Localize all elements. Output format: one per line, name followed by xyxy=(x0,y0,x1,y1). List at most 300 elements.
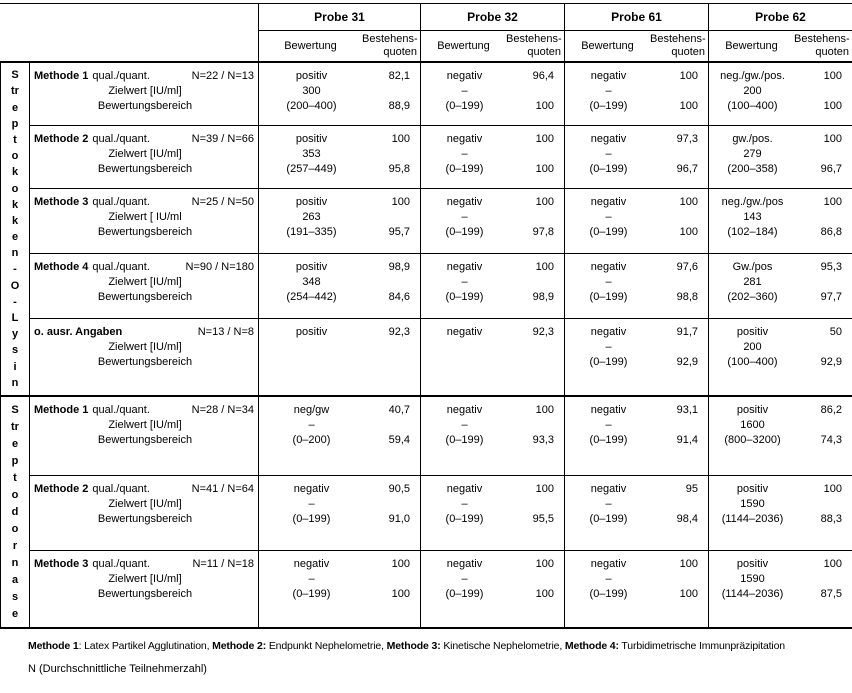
bewertung-value: 353 xyxy=(302,148,321,160)
row-label-bewertungsbereich: Bewertungsbereich xyxy=(97,163,193,175)
bewertung-column xyxy=(709,403,796,475)
probe-data-cell xyxy=(708,126,852,188)
quote-value-spacer xyxy=(508,572,554,587)
bewertung-value xyxy=(421,340,508,355)
quote-value: 92,3 xyxy=(388,326,410,338)
bestehensquoten-column xyxy=(364,69,420,125)
row-label-bewertungsbereich: Bewertungsbereich xyxy=(97,356,193,368)
quote-value-spacer xyxy=(508,147,554,162)
bewertung-value: negativ xyxy=(590,483,627,495)
subheader-bestehensquoten-line2: quoten xyxy=(671,46,705,58)
vertical-label-letter: o xyxy=(11,182,19,195)
probe-data-cell xyxy=(420,551,564,627)
quote-value: 98,8 xyxy=(676,291,698,303)
bewertung-column xyxy=(259,260,364,318)
quote-value-spacer xyxy=(364,572,410,587)
method-name: Methode 2 xyxy=(34,483,89,495)
bewertung-column xyxy=(259,195,364,253)
probe-data-cell xyxy=(420,254,564,318)
bewertung-column xyxy=(259,482,364,550)
quote-value: 84,6 xyxy=(388,291,410,303)
row-label-cell xyxy=(30,397,258,475)
subheader-bestehensquoten-line1: Bestehens- xyxy=(650,33,706,45)
quote-value: 100 xyxy=(535,133,554,145)
probe-data-cell xyxy=(564,189,708,253)
bewertung-column xyxy=(565,69,652,125)
quote-value: 96,7 xyxy=(676,163,698,175)
bewertung-value: (0–199) xyxy=(589,434,628,446)
bewertung-value: gw./pos. xyxy=(732,133,773,145)
bewertung-column xyxy=(565,557,652,627)
subheader-bewertung: Bewertung xyxy=(284,40,337,52)
subheader-bestehensquoten xyxy=(362,31,420,61)
vertical-label-letter: i xyxy=(13,360,17,373)
bewertung-column xyxy=(259,403,364,475)
row-label-zielwert: Zielwert [IU/ml] xyxy=(108,276,182,288)
bewertung-value: (0–199) xyxy=(589,291,628,303)
bewertung-value: – xyxy=(605,341,612,353)
quote-value: 86,8 xyxy=(820,226,842,238)
bestehensquoten-column xyxy=(796,325,852,395)
quote-value: 100 xyxy=(823,133,842,145)
quote-value-spacer xyxy=(364,340,410,355)
row-label-bewertungsbereich: Bewertungsbereich xyxy=(97,226,193,238)
quote-value-spacer xyxy=(508,497,554,512)
quote-value-spacer xyxy=(508,275,554,290)
bewertung-column xyxy=(421,403,508,475)
bewertung-value: 200 xyxy=(743,341,762,353)
bewertung-value: 1590 xyxy=(740,573,765,585)
quote-value: 100 xyxy=(679,226,698,238)
bewertung-value: (0–199) xyxy=(589,513,628,525)
quote-value: 100 xyxy=(391,196,410,208)
bewertung-value: – xyxy=(461,498,468,510)
bewertung-column xyxy=(565,132,652,188)
bewertung-value: 263 xyxy=(302,211,321,223)
vertical-label-letter: n xyxy=(11,247,19,260)
row-label-line1 xyxy=(34,403,256,418)
probe-data-cell xyxy=(258,476,420,550)
participant-count: N=39 / N=66 xyxy=(191,133,254,145)
quote-value: 97,8 xyxy=(532,226,554,238)
bewertung-value: 281 xyxy=(743,276,762,288)
bewertung-value: negativ xyxy=(590,70,627,82)
bewertung-value: (0–199) xyxy=(445,163,484,175)
bewertung-value: (0–199) xyxy=(445,291,484,303)
quote-value-spacer xyxy=(796,497,842,512)
table-header-row xyxy=(0,3,852,63)
probe-data-cell xyxy=(564,126,708,188)
row-label-line1 xyxy=(34,557,256,572)
quote-value: 98,4 xyxy=(676,513,698,525)
row-label-bewertungsbereich: Bewertungsbereich xyxy=(97,588,193,600)
row-label-line1 xyxy=(34,325,256,340)
bewertung-value: positiv xyxy=(295,196,328,208)
quote-value: 95,7 xyxy=(388,226,410,238)
probe-data-cell xyxy=(258,126,420,188)
quote-value: 100 xyxy=(535,261,554,273)
subheader-bestehensquoten-line1: Bestehens- xyxy=(794,33,850,45)
bewertung-value: negativ xyxy=(446,404,483,416)
vertical-label-letter: o xyxy=(11,489,19,501)
table-body xyxy=(0,63,852,629)
quote-value: 100 xyxy=(391,588,410,600)
quote-value: 100 xyxy=(679,588,698,600)
bewertung-value: positiv xyxy=(736,404,769,416)
bewertung-value: positiv xyxy=(295,70,328,82)
bewertung-value: (1144–2036) xyxy=(721,513,784,525)
section-rows xyxy=(30,63,852,395)
bewertung-value: positiv xyxy=(736,558,769,570)
bestehensquoten-column xyxy=(652,403,708,475)
bestehensquoten-column xyxy=(796,69,852,125)
vertical-label-letter: o xyxy=(11,523,19,535)
probe-title: Probe 61 xyxy=(565,4,708,31)
vertical-label-letter: e xyxy=(11,608,19,620)
bewertung-value: positiv xyxy=(736,483,769,495)
quote-value: 87,5 xyxy=(820,588,842,600)
bewertung-value: (0–199) xyxy=(589,588,628,600)
bewertung-value: – xyxy=(605,419,612,431)
bewertung-value: positiv xyxy=(295,133,328,145)
bewertung-value: (257–449) xyxy=(286,163,337,175)
probe-data-cell xyxy=(258,254,420,318)
row-label-zielwert: Zielwert [ IU/ml xyxy=(108,211,182,223)
quote-value: 50 xyxy=(829,326,842,338)
subheader-bestehensquoten-line2: quoten xyxy=(527,46,561,58)
bewertung-value: (0–199) xyxy=(445,100,484,112)
quote-value-spacer xyxy=(652,147,698,162)
subheader-row xyxy=(709,31,852,61)
table-row xyxy=(30,63,852,125)
footnote-method-description: Endpunkt Nephelometrie, xyxy=(266,640,387,652)
bewertung-column xyxy=(259,132,364,188)
subheader-bestehensquoten-line2: quoten xyxy=(383,46,417,58)
probe-data-cell xyxy=(708,551,852,627)
bestehensquoten-column xyxy=(364,260,420,318)
bewertung-value: negativ xyxy=(590,326,627,338)
footnote-method-description: Kinetische Nephelometrie, xyxy=(440,640,565,652)
bestehensquoten-column xyxy=(796,403,852,475)
quote-value: 96,7 xyxy=(820,163,842,175)
footnote-method-name: Methode 3: xyxy=(386,640,441,652)
bewertung-value: (100–400) xyxy=(727,100,778,112)
bewertung-column xyxy=(565,403,652,475)
table-row xyxy=(30,475,852,550)
row-label-cell xyxy=(30,319,258,395)
participant-count: N=22 / N=13 xyxy=(191,70,254,82)
probe-data-cell xyxy=(564,476,708,550)
quote-value: 92,9 xyxy=(676,356,698,368)
footnote-n-note: N (Durchschnittliche Teilnehmerzahl) xyxy=(28,663,207,675)
vertical-label-letter: n xyxy=(11,376,19,389)
bewertung-value: (254–442) xyxy=(286,291,337,303)
quote-value: 100 xyxy=(535,100,554,112)
quote-value-spacer xyxy=(508,84,554,99)
bewertung-value: negativ xyxy=(446,70,483,82)
table-row xyxy=(30,188,852,253)
subheader-bestehensquoten-line1: Bestehens- xyxy=(362,33,418,45)
probe-data-cell xyxy=(258,319,420,395)
quote-value xyxy=(508,355,554,370)
vertical-label-letter: t xyxy=(13,472,17,484)
method-name: Methode 4 xyxy=(34,261,89,273)
probe-data-cell xyxy=(708,63,852,125)
vertical-section-label xyxy=(0,397,30,627)
quote-value-spacer xyxy=(652,497,698,512)
probe-data-cell xyxy=(420,63,564,125)
bewertung-value: neg./gw./pos xyxy=(721,196,784,208)
bestehensquoten-column xyxy=(796,482,852,550)
row-label-line1 xyxy=(34,195,256,210)
quote-value-spacer xyxy=(652,340,698,355)
participant-count: N=11 / N=18 xyxy=(192,558,254,570)
bewertung-value: – xyxy=(308,419,315,431)
probe-data-cell xyxy=(258,189,420,253)
bewertung-value: negativ xyxy=(590,404,627,416)
vertical-label-letter: y xyxy=(11,328,19,341)
bewertung-value: (0–199) xyxy=(589,226,628,238)
bewertung-column xyxy=(709,69,796,125)
bestehensquoten-column xyxy=(796,557,852,627)
probe-data-cell xyxy=(564,319,708,395)
bestehensquoten-column xyxy=(508,482,564,550)
probe-data-cell xyxy=(564,551,708,627)
table-section xyxy=(0,395,852,627)
probe-data-cell xyxy=(420,126,564,188)
subheader-bestehensquoten xyxy=(794,31,852,61)
probe-data-cell xyxy=(708,319,852,395)
row-label-bewertungsbereich: Bewertungsbereich xyxy=(97,100,193,112)
bestehensquoten-column xyxy=(364,132,420,188)
bewertung-value: – xyxy=(461,276,468,288)
probe-data-cell xyxy=(420,476,564,550)
bewertung-value: 1590 xyxy=(740,498,765,510)
bestehensquoten-column xyxy=(652,260,708,318)
method-name: Methode 2 xyxy=(34,133,89,145)
footnote-method-description: : Latex Partikel Agglutination, xyxy=(78,640,213,652)
bewertung-column xyxy=(565,260,652,318)
bewertung-value: (0–199) xyxy=(589,356,628,368)
row-label-line1 xyxy=(34,132,256,147)
quote-value: 74,3 xyxy=(820,434,842,446)
method-qualifier: qual./quant. xyxy=(92,558,150,570)
bestehensquoten-column xyxy=(364,403,420,475)
bewertung-column xyxy=(259,557,364,627)
bewertung-value: negativ xyxy=(590,196,627,208)
quote-value-spacer xyxy=(796,147,842,162)
bewertung-value: negativ xyxy=(446,483,483,495)
bestehensquoten-column xyxy=(652,195,708,253)
bewertung-value: – xyxy=(461,419,468,431)
probe-data-cell xyxy=(420,397,564,475)
footnote-method-legend xyxy=(28,640,816,653)
row-label-line1 xyxy=(34,260,256,275)
bestehensquoten-column xyxy=(508,260,564,318)
bewertung-column xyxy=(421,195,508,253)
probe-title: Probe 32 xyxy=(421,4,564,31)
vertical-label-letter: S xyxy=(11,404,19,416)
method-name: Methode 1 xyxy=(34,70,89,82)
vertical-label-letter: d xyxy=(11,506,19,518)
quote-value-spacer xyxy=(796,84,842,99)
bestehensquoten-column xyxy=(652,69,708,125)
bewertung-value: (0–199) xyxy=(445,588,484,600)
participant-count: N=28 / N=34 xyxy=(191,404,254,416)
row-label-zielwert: Zielwert [IU/ml] xyxy=(108,498,182,510)
quote-value: 95,3 xyxy=(820,261,842,273)
bestehensquoten-column xyxy=(796,195,852,253)
bewertung-value: (200–358) xyxy=(727,163,778,175)
participant-count: N=41 / N=64 xyxy=(191,483,254,495)
quote-value-spacer xyxy=(652,275,698,290)
quote-value-spacer xyxy=(652,572,698,587)
bewertung-column xyxy=(709,325,796,395)
bestehensquoten-column xyxy=(652,482,708,550)
bewertung-value: (200–400) xyxy=(286,100,337,112)
bestehensquoten-column xyxy=(508,69,564,125)
bewertung-value: (0–199) xyxy=(589,100,628,112)
bewertung-value: negativ xyxy=(446,558,483,570)
quote-value: 100 xyxy=(535,163,554,175)
bewertung-value: negativ xyxy=(446,261,483,273)
row-label-cell xyxy=(30,189,258,253)
bewertung-value: (0–200) xyxy=(292,434,331,446)
bewertung-value xyxy=(421,355,508,370)
bewertung-value: – xyxy=(605,498,612,510)
row-label-zielwert: Zielwert [IU/ml] xyxy=(108,148,182,160)
subheader-bestehensquoten xyxy=(506,31,564,61)
footnote-method-name: Methode 1 xyxy=(28,640,79,652)
bestehensquoten-column xyxy=(364,482,420,550)
quote-value-spacer xyxy=(796,340,842,355)
bewertung-column xyxy=(421,69,508,125)
quote-value: 93,3 xyxy=(532,434,554,446)
probe-data-cell xyxy=(420,319,564,395)
method-name: Methode 1 xyxy=(34,404,89,416)
bestehensquoten-column xyxy=(796,260,852,318)
quote-value: 100 xyxy=(679,100,698,112)
quote-value-spacer xyxy=(796,418,842,433)
vertical-label-letter: a xyxy=(11,574,19,586)
subheader-row xyxy=(565,31,708,61)
quote-value: 97,6 xyxy=(676,261,698,273)
bewertung-value xyxy=(259,355,364,370)
participant-count: N=90 / N=180 xyxy=(185,261,254,273)
quote-value: 98,9 xyxy=(532,291,554,303)
bewertung-value: negativ xyxy=(446,196,483,208)
bewertung-value: positiv xyxy=(295,326,328,338)
bewertung-value: – xyxy=(605,148,612,160)
quote-value: 90,5 xyxy=(388,483,410,495)
bewertung-value: – xyxy=(605,573,612,585)
footnote-method-name: Methode 2: xyxy=(212,640,267,652)
bewertung-column xyxy=(709,132,796,188)
subheader-bewertung: Bewertung xyxy=(437,40,490,52)
quote-value: 100 xyxy=(535,483,554,495)
row-label-cell xyxy=(30,551,258,627)
header-probe-group xyxy=(708,4,852,61)
bestehensquoten-column xyxy=(508,325,564,395)
row-label-line1 xyxy=(34,482,256,497)
bewertung-column xyxy=(421,557,508,627)
method-qualifier: qual./quant. xyxy=(92,483,150,495)
probe-data-cell xyxy=(258,397,420,475)
quote-value: 100 xyxy=(679,196,698,208)
quote-value: 100 xyxy=(535,588,554,600)
bewertung-value: negativ xyxy=(446,326,483,338)
quote-value: 100 xyxy=(535,558,554,570)
method-name: o. ausr. Angaben xyxy=(34,326,123,338)
bestehensquoten-column xyxy=(508,132,564,188)
bewertung-value: (0–199) xyxy=(589,163,628,175)
quote-value: 91,7 xyxy=(676,326,698,338)
table-row xyxy=(30,550,852,627)
vertical-label-letter: k xyxy=(11,166,19,179)
bewertung-value: 348 xyxy=(302,276,321,288)
subheader-bestehensquoten-line1: Bestehens- xyxy=(506,33,562,45)
vertical-label-letter: L xyxy=(11,312,19,324)
quote-value-spacer xyxy=(364,418,410,433)
quote-value-spacer xyxy=(364,497,410,512)
bewertung-column xyxy=(259,69,364,125)
quote-value-spacer xyxy=(364,210,410,225)
probe-data-cell xyxy=(708,476,852,550)
method-name: Methode 3 xyxy=(34,196,89,208)
bewertung-value: Gw./pos xyxy=(732,261,773,273)
bewertung-value: (0–199) xyxy=(292,588,331,600)
quote-value: 100 xyxy=(823,196,842,208)
quote-value: 88,9 xyxy=(388,100,410,112)
participant-count: N=13 / N=8 xyxy=(197,326,254,338)
subheader-bewertung: Bewertung xyxy=(725,40,778,52)
quote-value: 97,7 xyxy=(820,291,842,303)
quote-value-spacer xyxy=(508,418,554,433)
quote-value: 95,8 xyxy=(388,163,410,175)
quote-value: 91,4 xyxy=(676,434,698,446)
bestehensquoten-column xyxy=(364,557,420,627)
quote-value-spacer xyxy=(652,418,698,433)
bewertung-value: (202–360) xyxy=(727,291,778,303)
footnotes xyxy=(28,640,816,675)
quote-value: 86,2 xyxy=(820,404,842,416)
quote-value: 96,4 xyxy=(532,70,554,82)
quote-value: 100 xyxy=(679,558,698,570)
probe-title: Probe 62 xyxy=(709,4,852,31)
header-probe-group xyxy=(258,4,420,61)
bewertung-value: negativ xyxy=(446,133,483,145)
vertical-label-letter: e xyxy=(11,101,19,114)
method-name: Methode 3 xyxy=(34,558,89,570)
table-row xyxy=(30,397,852,475)
bewertung-value: (100–400) xyxy=(727,356,778,368)
row-label-bewertungsbereich: Bewertungsbereich xyxy=(97,434,193,446)
vertical-label-letter: e xyxy=(11,438,19,450)
quote-value-spacer xyxy=(796,275,842,290)
bewertung-value: positiv xyxy=(736,326,769,338)
footnote-method-name: Methode 4: xyxy=(564,640,619,652)
bewertung-value: – xyxy=(308,498,315,510)
method-qualifier: qual./quant. xyxy=(92,261,150,273)
bewertung-value: – xyxy=(461,573,468,585)
quote-value-spacer xyxy=(652,84,698,99)
quote-value-spacer xyxy=(796,572,842,587)
quote-value: 100 xyxy=(679,70,698,82)
bewertung-column xyxy=(709,482,796,550)
quote-value: 91,0 xyxy=(388,513,410,525)
vertical-label-letter: s xyxy=(11,591,19,603)
quote-value: 59,4 xyxy=(388,434,410,446)
